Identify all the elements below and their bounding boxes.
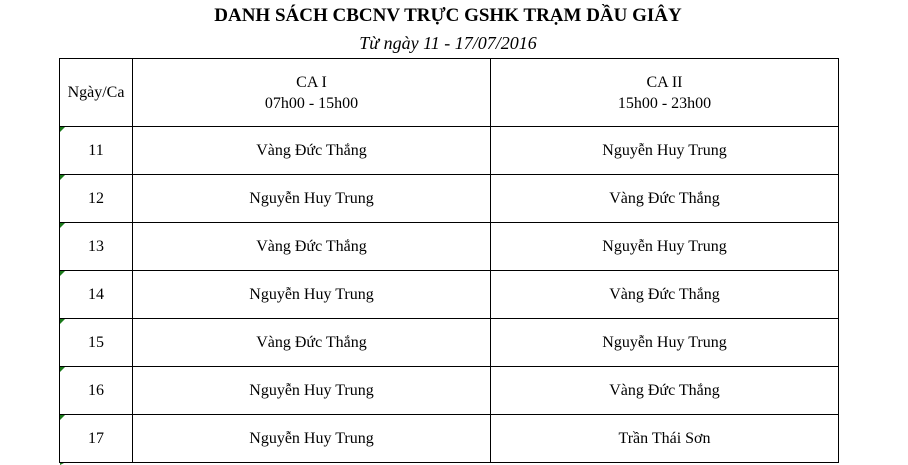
- shift-2-staff: Nguyễn Huy Trung: [602, 333, 727, 351]
- shift-1-cell[interactable]: [133, 319, 491, 367]
- day-value: 11: [88, 141, 104, 159]
- cell-marker-icon: [60, 127, 65, 132]
- shift-2-cell[interactable]: [491, 415, 839, 463]
- day-cell[interactable]: [60, 415, 133, 463]
- shift-1-cell[interactable]: [133, 223, 491, 271]
- shift-1-staff: Nguyễn Huy Trung: [249, 189, 374, 207]
- document-title: DANH SÁCH CBCNV TRỰC GSHK TRẠM DẦU GIÂY: [214, 5, 682, 26]
- shift-2-staff: Nguyễn Huy Trung: [602, 141, 727, 159]
- day-cell[interactable]: [60, 175, 133, 223]
- header-day-shift: [60, 59, 133, 127]
- header-day-shift-label: Ngày/Ca: [67, 84, 125, 101]
- day-value: 16: [88, 381, 104, 399]
- shift-1-staff: Nguyễn Huy Trung: [249, 381, 374, 399]
- cell-marker-icon: [60, 223, 65, 228]
- day-cell[interactable]: [60, 127, 133, 175]
- shift-2-cell[interactable]: [491, 271, 839, 319]
- shift-2-staff: Vàng Đức Thắng: [609, 381, 720, 399]
- day-value: 17: [88, 429, 104, 447]
- header-shift-1: [133, 59, 491, 127]
- day-cell[interactable]: [60, 223, 133, 271]
- next-row-border: [59, 462, 838, 463]
- shift-2-staff: Vàng Đức Thắng: [609, 189, 720, 207]
- cell-marker-icon: [60, 319, 65, 324]
- shift-1-cell[interactable]: [133, 127, 491, 175]
- shift-1-cell[interactable]: [133, 271, 491, 319]
- shift-1-staff: Nguyễn Huy Trung: [249, 285, 374, 303]
- shift-1-staff: Vàng Đức Thắng: [256, 141, 367, 159]
- shift-1-cell[interactable]: [133, 367, 491, 415]
- day-value: 14: [88, 285, 104, 303]
- shift-1-staff: Vàng Đức Thắng: [256, 237, 367, 255]
- table-row: [60, 223, 839, 271]
- shift-1-staff: Nguyễn Huy Trung: [249, 429, 374, 447]
- header-shift-2: [491, 59, 839, 127]
- table-row: [60, 127, 839, 175]
- shift-2-cell[interactable]: [491, 175, 839, 223]
- shift-2-name: CA II: [646, 73, 683, 91]
- shift-2-cell[interactable]: [491, 367, 839, 415]
- day-cell[interactable]: [60, 367, 133, 415]
- day-cell[interactable]: [60, 319, 133, 367]
- shift-1-time: 07h00 - 15h00: [264, 94, 359, 112]
- table-row: [60, 367, 839, 415]
- table-row: [60, 271, 839, 319]
- shift-2-staff: Nguyễn Huy Trung: [602, 237, 727, 255]
- cell-marker-icon: [60, 415, 65, 420]
- cell-marker-icon: [60, 367, 65, 372]
- table-row: [60, 415, 839, 463]
- shift-2-cell[interactable]: [491, 223, 839, 271]
- shift-2-staff: Vàng Đức Thắng: [609, 285, 720, 303]
- table-header-row: [60, 59, 839, 127]
- day-cell[interactable]: [60, 271, 133, 319]
- table-row: [60, 319, 839, 367]
- table-row: [60, 175, 839, 223]
- duty-roster-table: [59, 58, 839, 463]
- cell-marker-icon: [60, 271, 65, 276]
- document-subtitle: Từ ngày 11 - 17/07/2016: [359, 33, 537, 53]
- shift-1-cell[interactable]: [133, 415, 491, 463]
- shift-1-cell[interactable]: [133, 175, 491, 223]
- shift-2-cell[interactable]: [491, 127, 839, 175]
- shift-1-name: CA I: [296, 73, 327, 91]
- day-value: 13: [88, 237, 104, 255]
- shift-1-staff: Vàng Đức Thắng: [256, 333, 367, 351]
- shift-2-cell[interactable]: [491, 319, 839, 367]
- day-value: 15: [88, 333, 104, 351]
- day-value: 12: [88, 189, 104, 207]
- shift-2-time: 15h00 - 23h00: [617, 94, 712, 112]
- cell-marker-icon: [60, 175, 65, 180]
- shift-2-staff: Trần Thái Sơn: [618, 429, 711, 447]
